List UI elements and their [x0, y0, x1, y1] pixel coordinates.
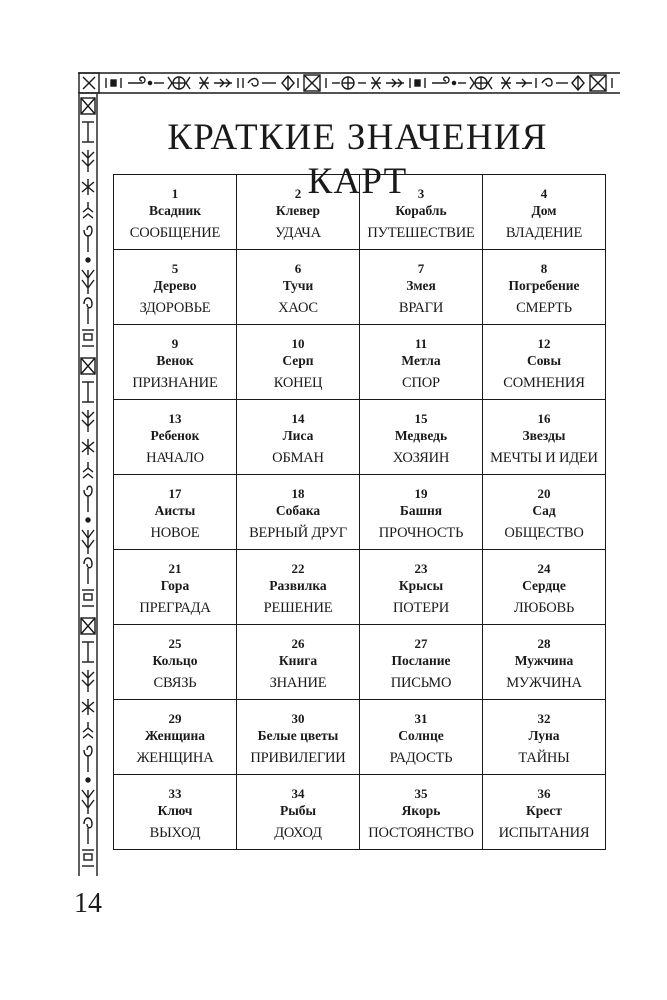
card-name: Собака: [275, 503, 321, 518]
card-meaning: ПРИЗНАНИЕ: [132, 375, 218, 391]
table-row: [114, 700, 606, 775]
card-cell: [360, 550, 483, 625]
card-cell: [114, 325, 237, 400]
card-number: 28: [537, 636, 551, 651]
card-meaning: НОВОЕ: [150, 525, 200, 541]
card-cell-content: [114, 400, 236, 467]
card-cell-content: [483, 625, 605, 692]
card-meaning: СПОР: [402, 375, 440, 391]
card-meaning: ДОХОД: [274, 825, 322, 841]
card-meaning: ПРИВИЛЕГИИ: [250, 750, 346, 766]
card-meaning: РАДОСТЬ: [389, 750, 453, 766]
card-number: 11: [414, 336, 428, 351]
card-cell-content: [114, 550, 236, 617]
card-number: 1: [171, 186, 179, 201]
card-meaning: ПОСТОЯНСТВО: [368, 825, 474, 841]
card-name: Ключ: [157, 803, 193, 818]
card-number: 26: [291, 636, 305, 651]
card-name: Медведь: [394, 428, 448, 443]
card-name: Совы: [527, 353, 561, 368]
card-meaning: КОНЕЦ: [273, 375, 323, 391]
card-name: Женщина: [144, 728, 206, 743]
card-cell-content: [360, 775, 482, 842]
card-meaning: ЛЮБОВЬ: [513, 600, 575, 616]
card-meaning: ВРАГИ: [398, 300, 444, 316]
card-meaning: ПУТЕШЕСТВИЕ: [367, 225, 475, 241]
card-meaning: ХОЗЯИН: [392, 450, 450, 466]
card-number: 29: [168, 711, 182, 726]
card-meaning: ОБМАН: [272, 450, 324, 466]
card-meaning: МУЖЧИНА: [506, 675, 582, 691]
card-name: Звезды: [522, 428, 566, 443]
card-number: 23: [414, 561, 428, 576]
card-cell-content: [360, 625, 482, 692]
table-row: [114, 175, 606, 250]
card-name: Рыбы: [279, 803, 317, 818]
table-row: [114, 250, 606, 325]
card-cell: [114, 475, 237, 550]
card-cell: [237, 325, 360, 400]
card-meaning: ВЫХОД: [149, 825, 201, 841]
card-number: 34: [291, 786, 305, 801]
card-number: 30: [291, 711, 305, 726]
card-cell: [114, 400, 237, 475]
card-name: Послание: [391, 653, 451, 668]
card-name: Змея: [406, 278, 436, 293]
card-name: Башня: [399, 503, 443, 518]
card-name: Солнце: [398, 728, 444, 743]
card-meaning: ПИСЬМО: [390, 675, 452, 691]
card-cell-content: [114, 175, 236, 242]
card-cell: [360, 250, 483, 325]
card-cell: [360, 475, 483, 550]
card-number: 20: [537, 486, 551, 501]
card-cell: [360, 700, 483, 775]
card-meaning: ОБЩЕСТВО: [504, 525, 584, 541]
card-name: Дом: [531, 203, 557, 218]
card-cell-content: [114, 700, 236, 767]
card-meaning: ИСПЫТАНИЯ: [498, 825, 590, 841]
card-cell-content: [483, 775, 605, 842]
card-cell-content: [114, 475, 236, 542]
card-name: Погребение: [508, 278, 580, 293]
card-number: 35: [414, 786, 428, 801]
card-cell: [360, 400, 483, 475]
card-name: Клевер: [275, 203, 321, 218]
card-meaning: ВЕРНЫЙ ДРУГ: [249, 525, 347, 541]
card-cell: [114, 550, 237, 625]
card-number: 3: [417, 186, 425, 201]
card-name: Луна: [528, 728, 560, 743]
card-cell: [360, 775, 483, 850]
card-number: 21: [168, 561, 182, 576]
card-name: Аисты: [154, 503, 196, 518]
card-number: 12: [537, 336, 551, 351]
card-number: 9: [171, 336, 179, 351]
page-number: 14: [74, 888, 102, 919]
card-cell-content: [114, 325, 236, 392]
table-row: [114, 325, 606, 400]
card-number: 31: [414, 711, 428, 726]
card-name: Корабль: [395, 203, 447, 218]
card-cell-content: [483, 325, 605, 392]
card-cell: [114, 700, 237, 775]
card-number: 17: [168, 486, 182, 501]
card-name: Крест: [525, 803, 563, 818]
card-meaning: СВЯЗЬ: [153, 675, 197, 691]
card-cell-content: [483, 700, 605, 767]
card-cell-content: [483, 550, 605, 617]
card-cell: [360, 625, 483, 700]
card-meaning: СООБЩЕНИЕ: [129, 225, 221, 241]
card-cell: [237, 550, 360, 625]
card-meaning: ТАЙНЫ: [518, 750, 570, 766]
card-number: 13: [168, 411, 182, 426]
card-meaning: МЕЧТЫ И ИДЕИ: [490, 450, 598, 466]
card-cell-content: [360, 475, 482, 542]
card-cell: [360, 175, 483, 250]
card-cell: [237, 625, 360, 700]
card-number: 32: [537, 711, 551, 726]
card-meaning: РЕШЕНИЕ: [263, 600, 333, 616]
ornament-border-left-icon: [78, 94, 98, 876]
card-cell: [237, 475, 360, 550]
card-cell-content: [237, 325, 359, 392]
card-name: Всадник: [148, 203, 202, 218]
card-name: Кольцо: [152, 653, 198, 668]
card-name: Развилка: [269, 578, 327, 593]
card-name: Тучи: [282, 278, 314, 293]
card-meaning: ПОТЕРИ: [393, 600, 449, 616]
card-number: 4: [540, 186, 548, 201]
card-number: 22: [291, 561, 305, 576]
card-cell-content: [483, 250, 605, 317]
card-cell-content: [237, 775, 359, 842]
card-cell-content: [360, 550, 482, 617]
card-cell: [483, 400, 606, 475]
card-cell: [483, 550, 606, 625]
card-name: Крысы: [398, 578, 444, 593]
card-cell: [237, 400, 360, 475]
card-meaning: ЖЕНЩИНА: [136, 750, 214, 766]
card-cell-content: [237, 625, 359, 692]
card-number: 19: [414, 486, 428, 501]
card-number: 15: [414, 411, 428, 426]
card-meaning: НАЧАЛО: [146, 450, 204, 466]
card-cell-content: [237, 700, 359, 767]
card-meaning: ЗДОРОВЬЕ: [139, 300, 211, 316]
card-name: Якорь: [401, 803, 441, 818]
table-row: [114, 775, 606, 850]
card-cell: [237, 775, 360, 850]
card-cell-content: [237, 475, 359, 542]
card-cell-content: [237, 550, 359, 617]
card-number: 8: [540, 261, 548, 276]
card-cell: [483, 475, 606, 550]
card-number: 7: [417, 261, 425, 276]
card-cell: [483, 700, 606, 775]
card-name: Метла: [401, 353, 441, 368]
card-cell: [114, 250, 237, 325]
card-cell-content: [360, 400, 482, 467]
card-number: 18: [291, 486, 305, 501]
ornament-border-top-icon: [78, 72, 620, 94]
card-name: Мужчина: [514, 653, 574, 668]
card-meaning: ХАОС: [278, 300, 318, 316]
card-cell: [114, 175, 237, 250]
card-number: 10: [291, 336, 305, 351]
card-cell: [360, 325, 483, 400]
card-name: Венок: [156, 353, 194, 368]
card-cell: [114, 775, 237, 850]
card-cell-content: [237, 175, 359, 242]
card-number: 36: [537, 786, 551, 801]
card-cell-content: [360, 325, 482, 392]
card-cell-content: [237, 250, 359, 317]
card-name: Дерево: [153, 278, 197, 293]
card-cell-content: [114, 250, 236, 317]
card-cell: [483, 250, 606, 325]
table-row: [114, 400, 606, 475]
card-number: 6: [294, 261, 302, 276]
card-name: Сад: [532, 503, 556, 518]
card-number: 25: [168, 636, 182, 651]
card-number: 27: [414, 636, 428, 651]
card-meaning: ЗНАНИЕ: [269, 675, 327, 691]
card-number: 16: [537, 411, 551, 426]
card-name: Гора: [160, 578, 190, 593]
card-cell-content: [360, 175, 482, 242]
card-number: 24: [537, 561, 551, 576]
card-cell: [483, 175, 606, 250]
table-row: [114, 625, 606, 700]
card-number: 14: [291, 411, 305, 426]
card-cell-content: [483, 175, 605, 242]
card-number: 2: [294, 186, 302, 201]
card-name: Серп: [282, 353, 314, 368]
table-row: [114, 550, 606, 625]
card-cell: [483, 625, 606, 700]
card-cell-content: [360, 700, 482, 767]
card-name: Книга: [278, 653, 318, 668]
table-row: [114, 475, 606, 550]
card-cell-content: [114, 775, 236, 842]
card-cell: [483, 775, 606, 850]
card-meanings-table: [113, 174, 606, 850]
card-meaning: ВЛАДЕНИЕ: [505, 225, 583, 241]
card-cell: [237, 175, 360, 250]
card-cell-content: [483, 475, 605, 542]
card-cell-content: [360, 250, 482, 317]
card-meaning: ПРЕГРАДА: [139, 600, 211, 616]
card-meaning: СМЕРТЬ: [516, 300, 572, 316]
card-cell-content: [114, 625, 236, 692]
card-name: Сердце: [522, 578, 566, 593]
card-meaning: УДАЧА: [275, 225, 321, 241]
card-name: Ребенок: [150, 428, 200, 443]
card-cell-content: [483, 400, 605, 467]
card-cell: [237, 700, 360, 775]
card-cell: [114, 625, 237, 700]
card-meaning: СОМНЕНИЯ: [503, 375, 585, 391]
card-number: 5: [171, 261, 179, 276]
card-cell: [483, 325, 606, 400]
card-cell: [237, 250, 360, 325]
page-title: КРАТКИЕ ЗНАЧЕНИЯ КАРТ: [167, 117, 548, 202]
card-name: Белые цветы: [257, 728, 339, 743]
card-name: Лиса: [282, 428, 314, 443]
card-meaning: ПРОЧНОСТЬ: [378, 525, 464, 541]
card-number: 33: [168, 786, 182, 801]
card-cell-content: [237, 400, 359, 467]
